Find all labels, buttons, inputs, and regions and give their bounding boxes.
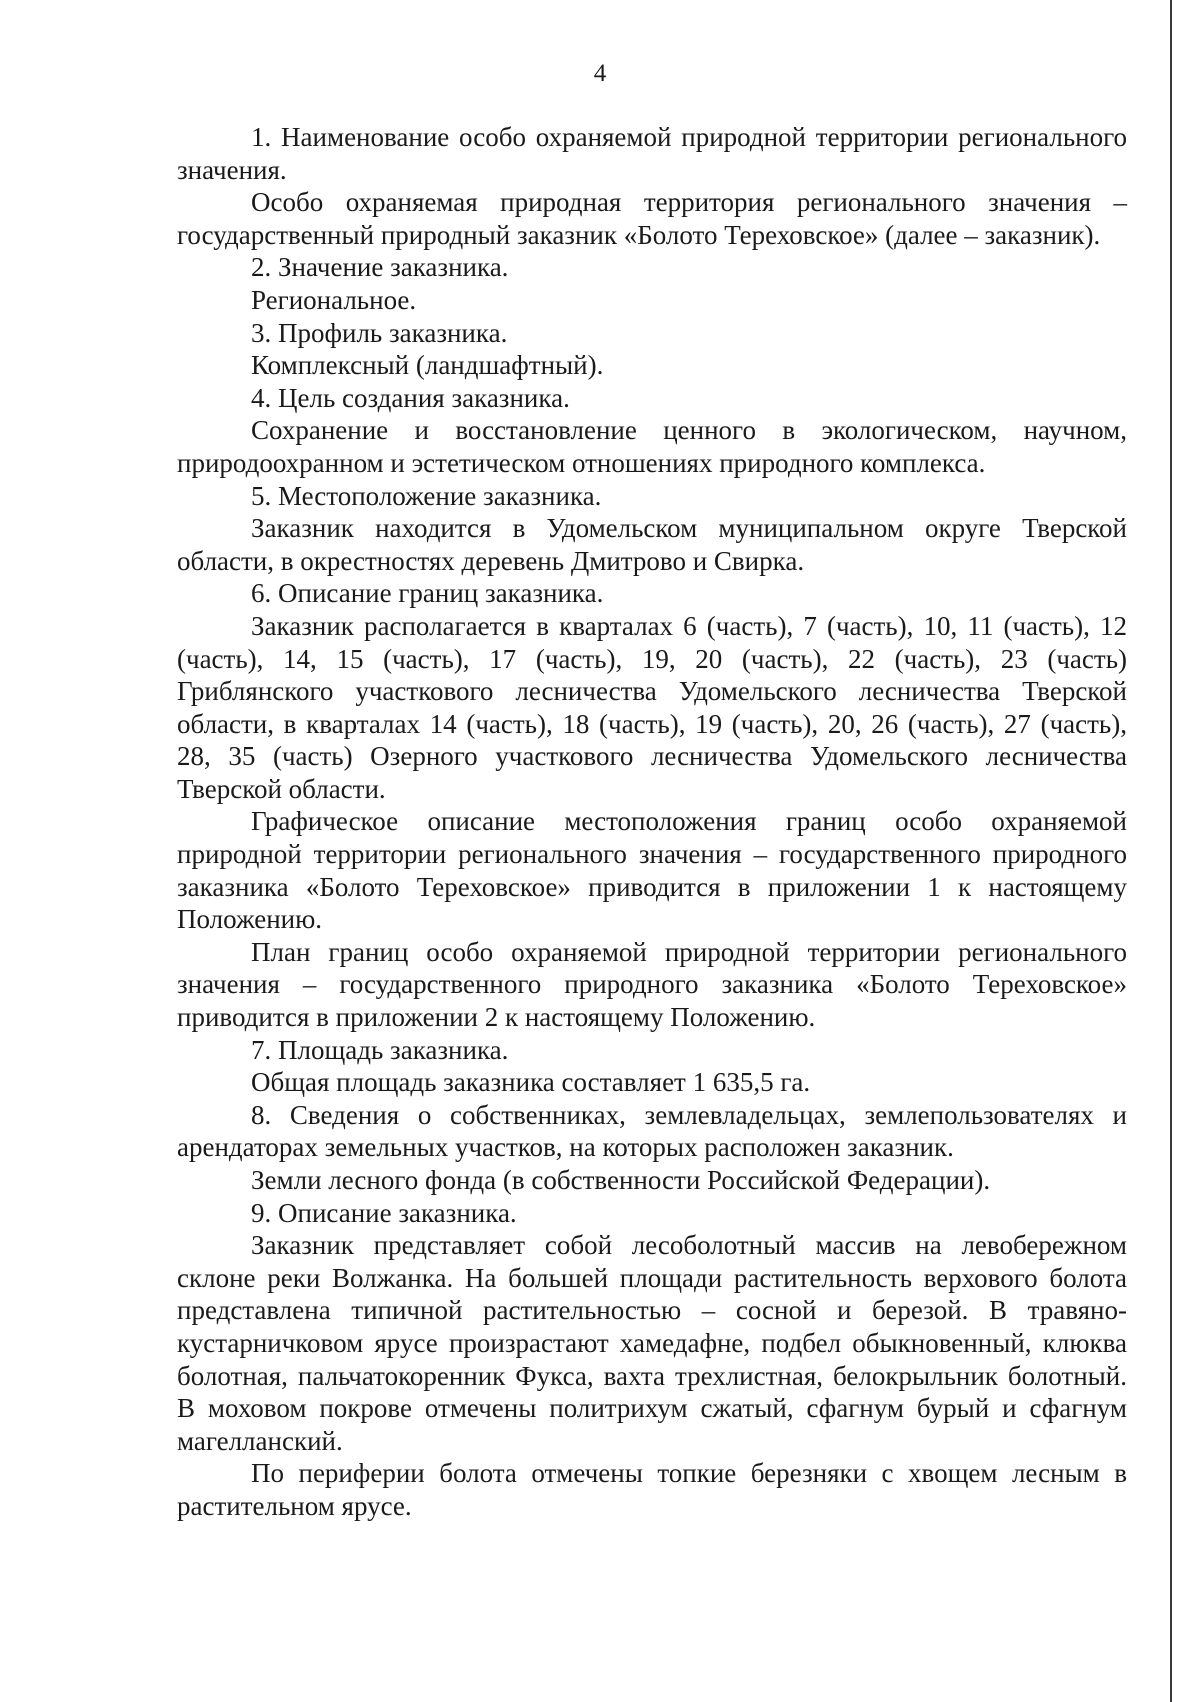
paragraph-4-heading: 4. Цель создания заказника. (251, 382, 570, 413)
paragraph-7-heading: 7. Площадь заказника. (251, 1034, 509, 1065)
paragraph-7-text: Общая площадь заказника составляет 1 635,5 га. (251, 1067, 811, 1098)
paragraph-9-text: Заказник представляет собой лесоболотный массив на левобережном склоне реки Волжанка. На большей площади растительность верхового болота представлена типичной растительностью – сосной и березой. В травяно-кустарничковом ярусе произрастают хамедафне, подбел обыкновенный, клюква болотная, пальчатокоренник Фукса, вахта трехлистная, белокрыльник болотный. В моховом покрове отмечены политрихум сжатый, сфагнум бурый и сфагнум магелланский. (177, 1230, 1127, 1456)
paragraph-6-heading: 6. Описание границ заказника. (251, 578, 604, 609)
page-number: 4 (593, 60, 607, 87)
paragraph-3-text: Комплексный (ландшафтный). (251, 350, 604, 381)
paragraph-2-text: Региональное. (251, 284, 417, 315)
paragraph-6-graphic-description: Графическое описание местоположения границ особо охраняемой природной территории регионального значения – государственного природного заказника «Болото Тереховское» приводится в приложении 1 к настоящему Положению. (177, 806, 1127, 935)
paragraph-1-text: Особо охраняемая природная территория регионального значения – государственный природный заказник «Болото Тереховское» (далее – заказник). (177, 187, 1127, 250)
paragraph-4-text: Сохранение и восстановление ценного в экологическом, научном, природоохранном и эстетическом отношениях природного комплекса. (177, 415, 1127, 478)
paragraph-3-heading: 3. Профиль заказника. (251, 317, 508, 348)
paragraph-6-plan: План границ особо охраняемой природной территории регионального значения – государственного природного заказника «Болото Тереховское» приводится в приложении 2 к настоящему Положению. (177, 936, 1127, 1033)
paragraph-5-heading: 5. Местоположение заказника. (251, 480, 602, 511)
scan-edge-line (1170, 0, 1172, 1702)
paragraph-1-heading: 1. Наименование особо охраняемой природной территории регионального значения. (177, 122, 1127, 185)
paragraph-9-heading: 9. Описание заказника. (251, 1197, 517, 1228)
paragraph-9-periphery: По периферии болота отмечены топкие березняки с хвощем лесным в растительном ярусе. (177, 1458, 1127, 1521)
paragraph-8-heading: 8. Сведения о собственниках, землевладельцах, землепользователях и арендаторах земельных участков, на которых расположен заказник. (177, 1099, 1127, 1163)
paragraph-6-text: Заказник располагается в кварталах 6 (часть), 7 (часть), 10, 11 (часть), 12 (часть), 14, 15 (часть), 17 (часть), 19, 20 (часть), 22 (часть), 23 (часть) Гриблянского участкового лесничества Удомельского лесничества Тверской области, в кварталах 14 (часть), 18 (часть), 19 (часть), 20, 26 (часть), 27 (часть), 28, 35 (часть) Озерного участкового лесничества Удомельского лесничества Тверской области. (177, 610, 1127, 804)
paragraph-2-heading: 2. Значение заказника. (251, 252, 509, 283)
paragraph-8-text: Земли лесного фонда (в собственности Российской Федерации). (251, 1165, 991, 1195)
paragraph-5-text: Заказник находится в Удомельском муниципальном округе Тверской области, в окрестностях деревень Дмитрово и Свирка. (177, 513, 1127, 576)
document-body (177, 121, 1127, 1523)
